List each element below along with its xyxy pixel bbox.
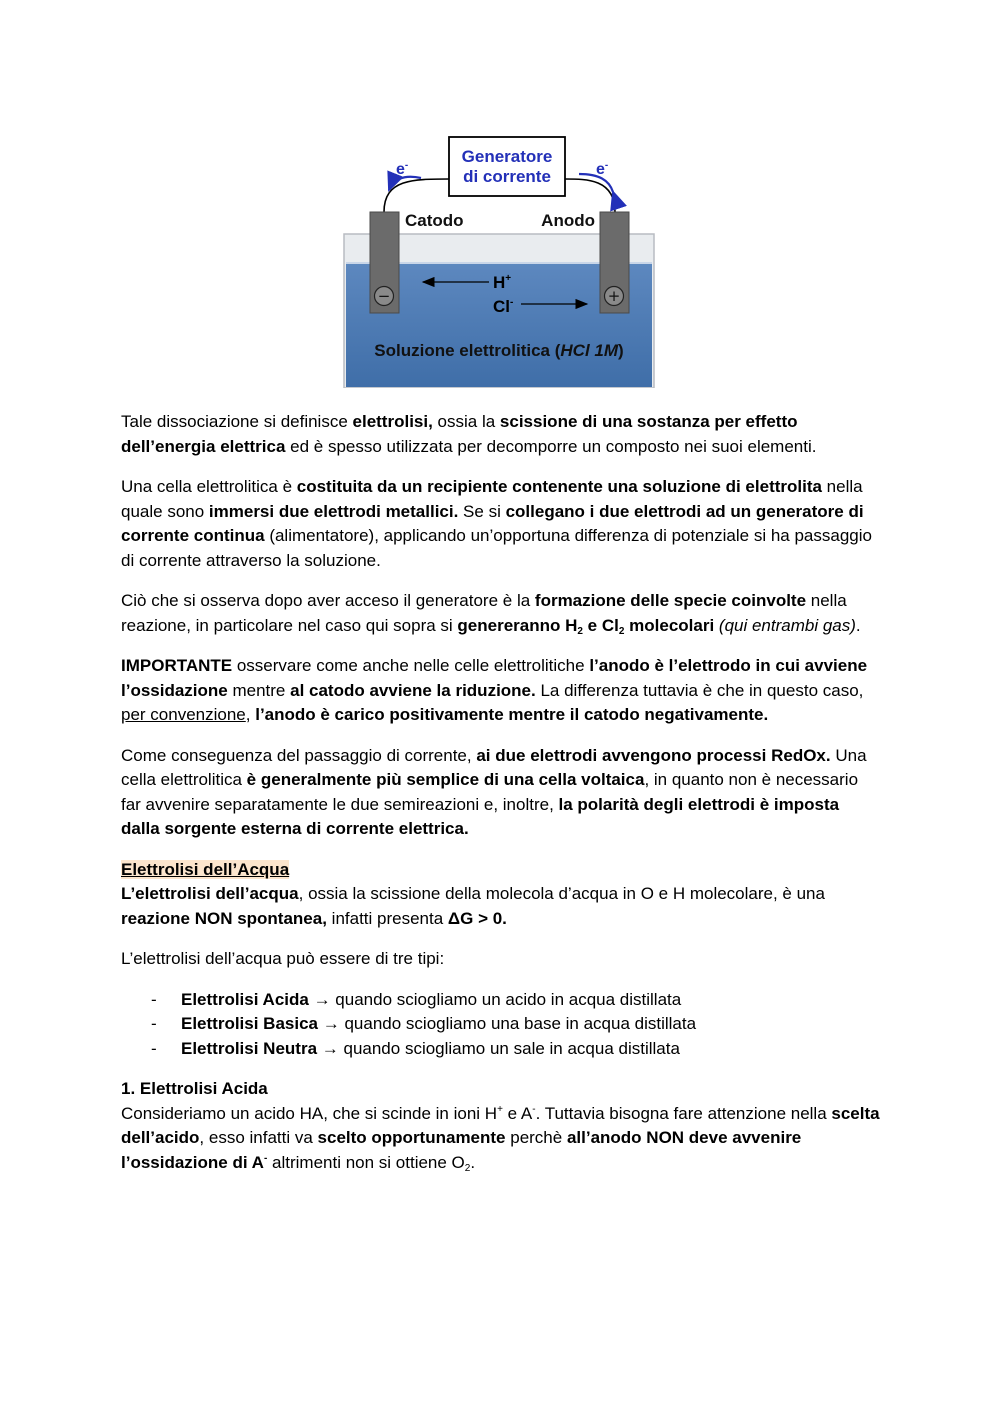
electrolysis-types-list — [121, 988, 881, 1062]
electrolytic-cell-figure — [343, 134, 655, 388]
paragraph-types-intro: L’elettrolisi dell’acqua può essere di tre tipi: — [121, 949, 445, 968]
svg-text:+: + — [607, 287, 621, 305]
electron-left-label: e- — [396, 160, 409, 178]
electron-right-label: e- — [596, 160, 609, 178]
section-heading-water: Elettrolisi dell’Acqua — [121, 859, 290, 879]
list-item: - Elettrolisi Acida → quando sciogliamo un acido in acqua distillata — [151, 988, 881, 1013]
anode-label: Anodo — [541, 211, 595, 230]
paragraph-electrolytic-cell: Una cella elettrolitica è costituita da un recipiente contenente una soluzione di elettrolita nella quale sono immersi due elettrodi metallici. Se si collegano i due elettrodi ad un generatore di corrente continua (alimentatore), applicando un’opportuna differenza di potenziale si ha passaggio di corrente attraverso la soluzione. — [121, 477, 872, 570]
section-water-electrolysis: Elettrolisi dell’Acqua L’elettrolisi dell’acqua, ossia la scissione della molecola d’acqua in O e H molecolare, è una reazione NON spontanea, infatti presenta ΔG > 0. — [121, 859, 825, 928]
h-ion-label: H+ — [493, 273, 512, 292]
section-title-acid: 1. Elettrolisi Acida — [121, 1079, 268, 1098]
list-item: - Elettrolisi Basica → quando sciogliamo una base in acqua distillata — [151, 1012, 881, 1037]
generator-label-line2: di corrente — [463, 167, 551, 186]
list-item: - Elettrolisi Neutra → quando sciogliamo un sale in acqua distillata — [151, 1037, 881, 1062]
generator-label-line1: Generatore — [461, 147, 553, 166]
paragraph-species-formation: Ciò che si osserva dopo aver acceso il generatore è la formazione delle specie coinvolte nella reazione, in particolare nel caso qui sopra si genereranno $H_2$ e $Cl_2$ molecolari (qui entrambi gas). — [121, 591, 861, 637]
cathode-label: Catodo — [405, 211, 464, 230]
cl-ion-label: Cl- — [493, 297, 514, 316]
paragraph-electrolysis-definition: Tale dissociazione si definisce elettrolisi, ossia la scissione di una sostanza per effetto dell’energia elettrica ed è spesso utilizzata per decomporre un composto nei suoi elementi. — [121, 412, 817, 456]
body-text — [121, 410, 881, 1191]
svg-text:−: − — [377, 287, 391, 305]
section-acid-electrolysis: 1. Elettrolisi Acida Consideriamo un acido HA, che si scinde in ioni H+ e A-. Tuttavia bisogna fare attenzione nella scelta dell’acido, esso infatti va scelto opportunamente perchè all’anodo NON deve avvenire l’ossidazione di A- altrimenti non si ottiene $O_2$. — [121, 1079, 880, 1174]
solution-label: Soluzione elettrolitica (HCl 1M) — [374, 341, 624, 360]
paragraph-redox-processes: Come conseguenza del passaggio di corrente, ai due elettrodi avvengono processi RedOx. Una cella elettrolitica è generalmente più semplice di una cella voltaica, in quanto non è necessario far avvenire separatamente le due semireazioni e, inoltre, la polarità degli elettrodi è imposta dalla sorgente esterna di corrente elettrica. — [121, 745, 867, 838]
paragraph-important-note: IMPORTANTE osservare come anche nelle celle elettrolitiche l’anodo è l’elettrodo in cui avviene l’ossidazione mentre al catodo avviene la riduzione. La differenza tuttavia è che in questo caso, per convenzione, l’anodo è carico positivamente mentre il catodo negativamente. — [121, 656, 868, 724]
